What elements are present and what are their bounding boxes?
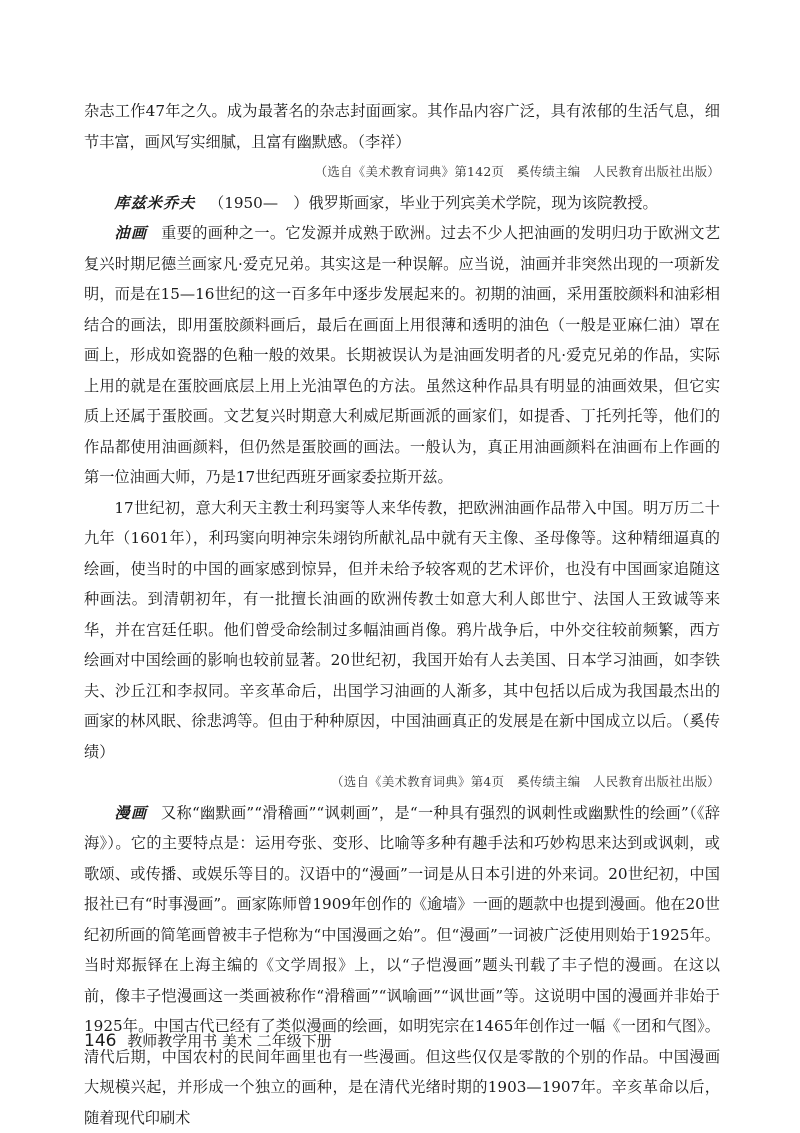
page-body	[84, 96, 720, 1133]
entry-term: 油画	[114, 224, 147, 242]
source-citation: （选自《美术教育词典》第4页 奚传绩主编 人民教育出版社出版）	[84, 767, 720, 798]
entry-kuzmichev	[84, 188, 720, 219]
page-footer	[84, 1030, 332, 1051]
entry-cartoon	[84, 798, 720, 1133]
entry-oil-painting	[84, 218, 720, 493]
book-title: 教师教学用书 美术 二年级下册	[127, 1032, 332, 1050]
source-citation: （选自《美术教育词典》第142页 奚传绩主编 人民教育出版社出版）	[84, 157, 720, 188]
entry-text: 重要的画种之一。它发源并成熟于欧洲。过去不少人把油画的发明归功于欧洲文艺复兴时期尼德兰画家凡·爱克兄弟。其实这是一种误解。应当说，油画并非突然出现的一项新发明，而是在15—16世纪的这一百多年中逐步发展起来的。初期的油画，采用蛋胶颜料和油彩相结合的画法，即用蛋胶颜料画后，最后在画面上用很薄和透明的油色（一般是亚麻仁油）罩在画上，形成如瓷器的色釉一般的效果。长期被误认为是油画发明者的凡·爱克兄弟的作品，实际上用的就是在蛋胶画底层上用上光油罩色的方法。虽然这种作品具有明显的油画效果，但它实质上还属于蛋胶画。文艺复兴时期意大利威尼斯画派的画家们，如提香、丁托列托等，他们的作品都使用油画颜料，但仍然是蛋胶画的画法。一般认为，真正用油画颜料在油画布上作画的第一位油画大师，乃是17世纪西班牙画家委拉斯开兹。	[84, 224, 720, 486]
entry-text: （1950— ）俄罗斯画家，毕业于列宾美术学院，现为该院教授。	[209, 194, 658, 212]
entry-oil-painting-paragraph-2: 17世纪初，意大利天主教士利玛窦等人来华传教，把欧洲油画作品带入中国。明万历二十九年（1601年），利玛窦向明神宗朱翊钧所献礼品中就有天主像、圣母像等。这种精细逼真的绘画，使当时的中国的画家感到惊异，但并未给予较客观的艺术评价，也没有中国画家追随这种画法。到清朝初年，有一批擅长油画的欧洲传教士如意大利人郎世宁、法国人王致诚等来华，并在宫廷任职。他们曾受命绘制过多幅油画肖像。鸦片战争后，中外交往较前频繁，西方绘画对中国绘画的影响也较前显著。20世纪初，我国开始有人去美国、日本学习油画，如李铁夫、沙丘江和李叔同。辛亥革命后，出国学习油画的人渐多，其中包括以后成为我国最杰出的画家的林风眠、徐悲鸿等。但由于种种原因，中国油画真正的发展是在新中国成立以后。（奚传绩）	[84, 493, 720, 768]
page-number: 146	[84, 1031, 116, 1051]
continued-paragraph: 杂志工作47年之久。成为最著名的杂志封面画家。其作品内容广泛，具有浓郁的生活气息，细节丰富，画风写实细腻，且富有幽默感。（李祥）	[84, 96, 720, 157]
entry-text: 又称“幽默画”“滑稽画”“讽刺画”，是“一种具有强烈的讽刺性或幽默性的绘画”（《辞海》）。它的主要特点是：运用夸张、变形、比喻等多种有趣手法和巧妙构思来达到或讽刺，或歌颂、或传播、或娱乐等目的。汉语中的“漫画”一词是从日本引进的外来词。20世纪初，中国报社已有“时事漫画”。画家陈师曾1909年创作的《逾墙》一画的题款中也提到漫画。他在20世纪初所画的简笔画曾被丰子恺称为“中国漫画之始”。但“漫画”一词被广泛使用则始于1925年。当时郑振铎在上海主编的《文学周报》上，以“子恺漫画”题头刊载了丰子恺的漫画。在这以前，像丰子恺漫画这一类画被称作“滑稽画”“讽喻画”“讽世画”等。这说明中国的漫画并非始于1925年。中国古代已经有了类似漫画的绘画，如明宪宗在1465年创作过一幅《一团和气图》。清代后期，中国农村的民间年画里也有一些漫画。但这些仅仅是零散的个别的作品。中国漫画大规模兴起，并形成一个独立的画种，是在清代光绪时期的1903—1907年。辛亥革命以后，随着现代印刷术	[84, 804, 720, 1127]
entry-term: 库兹米乔夫	[114, 194, 195, 212]
entry-term: 漫画	[114, 804, 147, 822]
